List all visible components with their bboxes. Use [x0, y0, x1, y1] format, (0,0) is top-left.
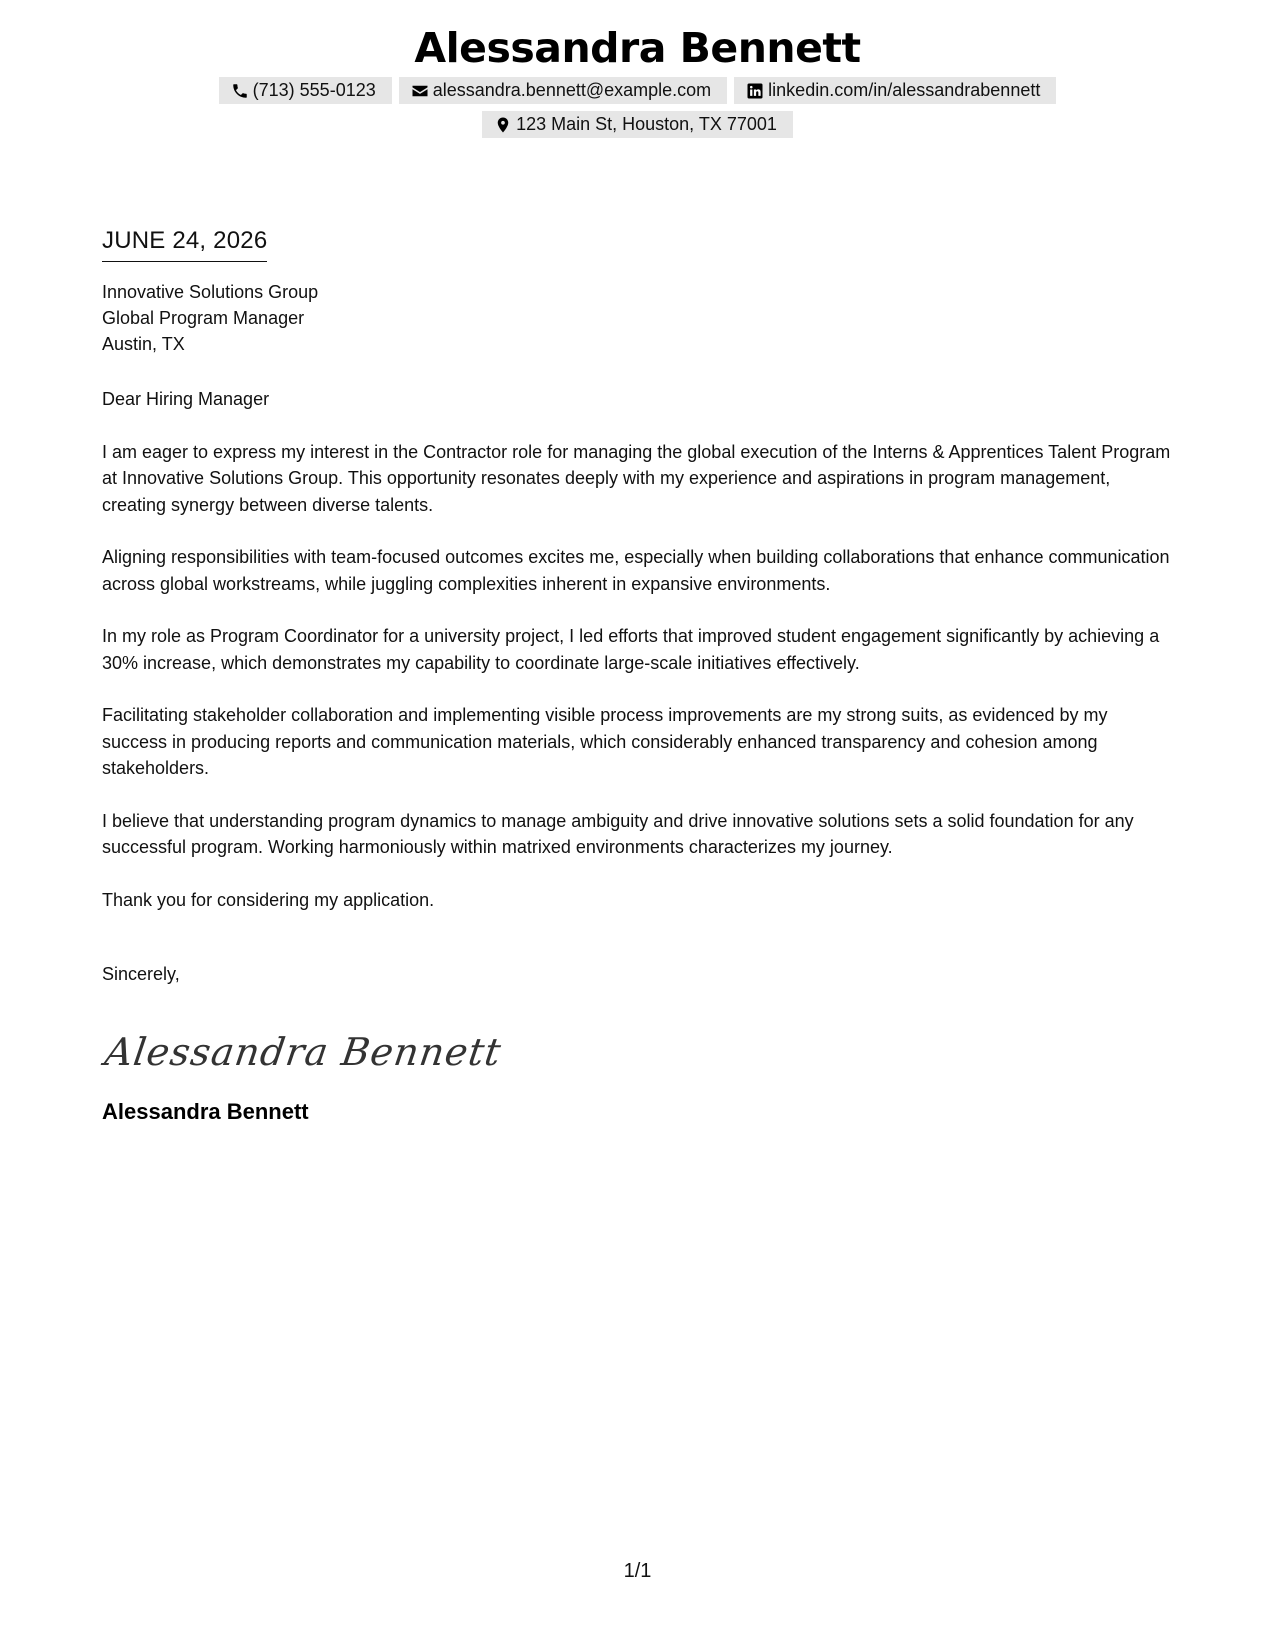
- recipient-title: Global Program Manager: [102, 308, 305, 328]
- contact-linkedin-text[interactable]: linkedin.com/in/alessandrabennett: [768, 80, 1041, 100]
- recipient-block: [102, 279, 1172, 357]
- contact-row-primary: [0, 77, 1275, 104]
- linkedin-icon: [746, 82, 764, 100]
- paragraph-2: Aligning responsibilities with team-focused outcomes excites me, especially when building collaborations that enhance communication across global workstreams, while juggling complexities inherent in expansive environments.: [102, 547, 1170, 594]
- contact-address-text: 123 Main St, Houston, TX 77001: [516, 114, 777, 134]
- phone-icon: [231, 82, 249, 100]
- paragraph-5: I believe that understanding program dynamics to manage ambiguity and drive innovative solutions sets a solid foundation for any successful program. Working harmoniously within matrixed environments characterizes my journey.: [102, 810, 1134, 857]
- paragraph-3: In my role as Program Coordinator for a university project, I led efforts that improved student engagement significantly by achieving a 30% increase, which demonstrates my capability to coordinate large-scale initiatives effectively.: [102, 626, 1160, 673]
- handwritten-signature: Alessandra Bennett: [102, 1029, 505, 1074]
- contact-email[interactable]: [399, 77, 727, 104]
- recipient-location: Austin, TX: [102, 334, 185, 354]
- letter-header: [0, 22, 1275, 138]
- paragraph-4: Facilitating stakeholder collaboration and implementing visible process improvements are my strong suits, as evidenced by my success in producing reports and communication materials, which considerably enhanced transparency and cohesion among stakeholders.: [102, 705, 1108, 778]
- salutation: Dear Hiring Manager: [102, 389, 270, 409]
- paragraph-1: I am eager to express my interest in the Contractor role for managing the global execution of the Interns & Apprentices Talent Program at Innovative Solutions Group. This opportunity resonates deeply with my experience and aspirations in program management, creating synergy between diverse talents.: [102, 441, 1171, 515]
- page-indicator: 1/1: [623, 1560, 652, 1582]
- map-marker-icon: [494, 116, 512, 134]
- contact-email-text[interactable]: alessandra.bennett@example.com: [432, 80, 712, 100]
- paragraph-6: Thank you for considering my application.: [102, 889, 435, 910]
- contact-row-secondary: [0, 111, 1275, 138]
- contact-linkedin[interactable]: [734, 77, 1056, 104]
- letter-date: JUNE 24, 2026: [102, 226, 267, 262]
- recipient-company: Innovative Solutions Group: [102, 282, 319, 302]
- envelope-icon: [411, 82, 429, 100]
- letter-body: [102, 226, 1172, 1126]
- closing: Sincerely,: [102, 964, 180, 984]
- contact-phone: [219, 77, 392, 104]
- signer-name: Alessandra Bennett: [102, 1098, 309, 1124]
- contact-phone-text: (713) 555-0123: [252, 80, 376, 100]
- applicant-name: Alessandra Bennett: [414, 24, 861, 72]
- contact-address: [482, 111, 793, 138]
